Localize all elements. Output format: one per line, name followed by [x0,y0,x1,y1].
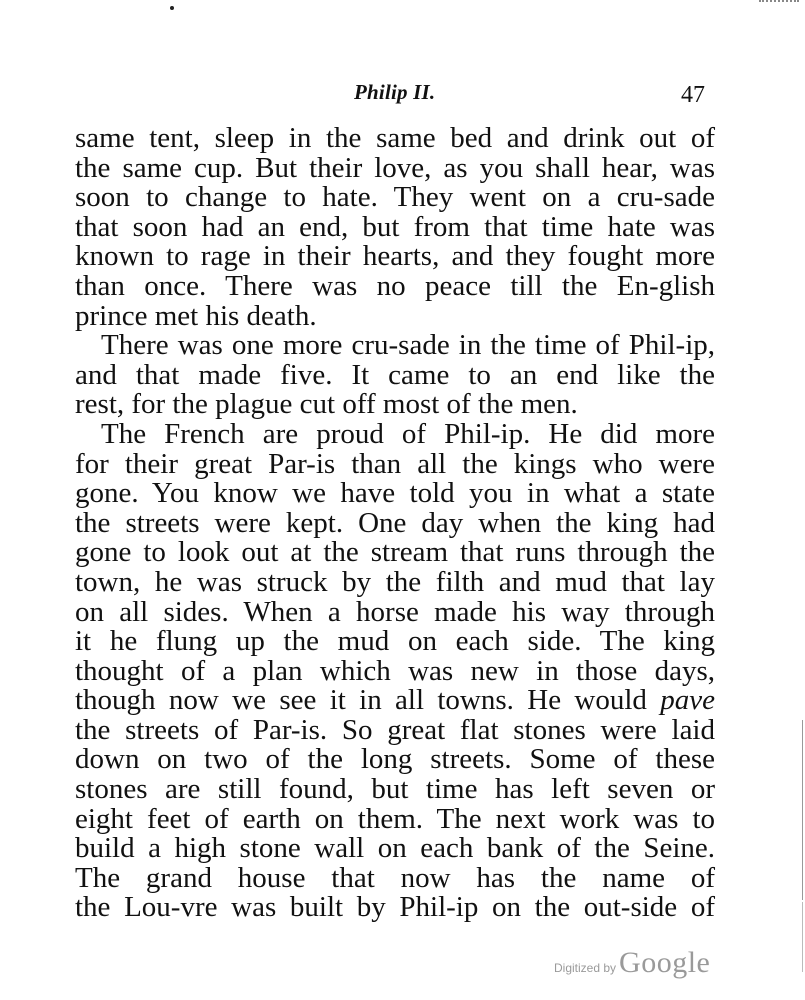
text-line: the same cup. But their love, as you shall hear, was [75,151,715,184]
text-line: eight feet of earth on them. The next work was to [75,802,715,835]
scan-edge-line [802,720,803,900]
text-line: same tent, sleep in the same bed and drink out of [75,122,715,154]
text-line: stones are still found, but time has left seven or [75,773,715,806]
text-line: the streets were kept. One day when the king had [75,506,715,539]
text-line: rest, for the plague cut off most of the men. [75,388,578,421]
text-line: gone to look out at the stream that runs through the [75,536,715,569]
text-line: on all sides. When a horse made his way through [75,595,715,628]
text-line: that soon had an end, but from that time hate was [75,210,715,243]
page-number: 47 [681,82,705,108]
body-text [75,124,715,923]
text-line: gone. You know we have told you in what a state [75,477,715,510]
italic-word: pave [660,684,715,717]
text-line: soon to change to hate. They went on a cru-sade [75,181,715,214]
digitization-watermark [554,946,710,980]
text-line: it he flung up the mud on each side. The king [75,625,715,658]
scan-edge-line [802,902,803,972]
text-line: The grand house that now has the name of [75,861,715,894]
text-line: prince met his death. [75,299,317,332]
text-line [75,686,715,716]
text-line: down on two of the long streets. Some of these [75,743,715,776]
ink-speck [170,6,174,10]
text-line: town, he was struck by the filth and mud that lay [75,565,715,598]
text-line: the streets of Par-is. So great flat stones were laid [75,713,715,746]
google-logo: Google [619,946,711,979]
running-title: Philip II. [354,80,436,104]
text-line: and that made five. It came to an end like the [75,358,715,391]
running-head [0,80,805,110]
paragraph-first-line: There was one more cru-sade in the time of Phil-ip, [101,329,715,362]
text-line: for their great Par-is than all the kings who were [75,447,715,480]
text-line: thought of a plan which was new in those days, [75,654,715,687]
text-line: known to rage in their hearts, and they fought more [75,240,715,273]
scan-edge-mark [759,0,799,5]
text-line: build a high stone wall on each bank of the Seine. [75,832,715,865]
watermark-prefix: Digitized by [554,961,617,975]
text-line: the Lou-vre was built by Phil-ip on the out-side of [75,891,715,924]
text-segment: though now we see it in all towns. He would [75,684,647,717]
paragraph-first-line: The French are proud of Phil-ip. He did more [101,417,715,450]
text-line: than once. There was no peace till the En-glish [75,269,715,302]
